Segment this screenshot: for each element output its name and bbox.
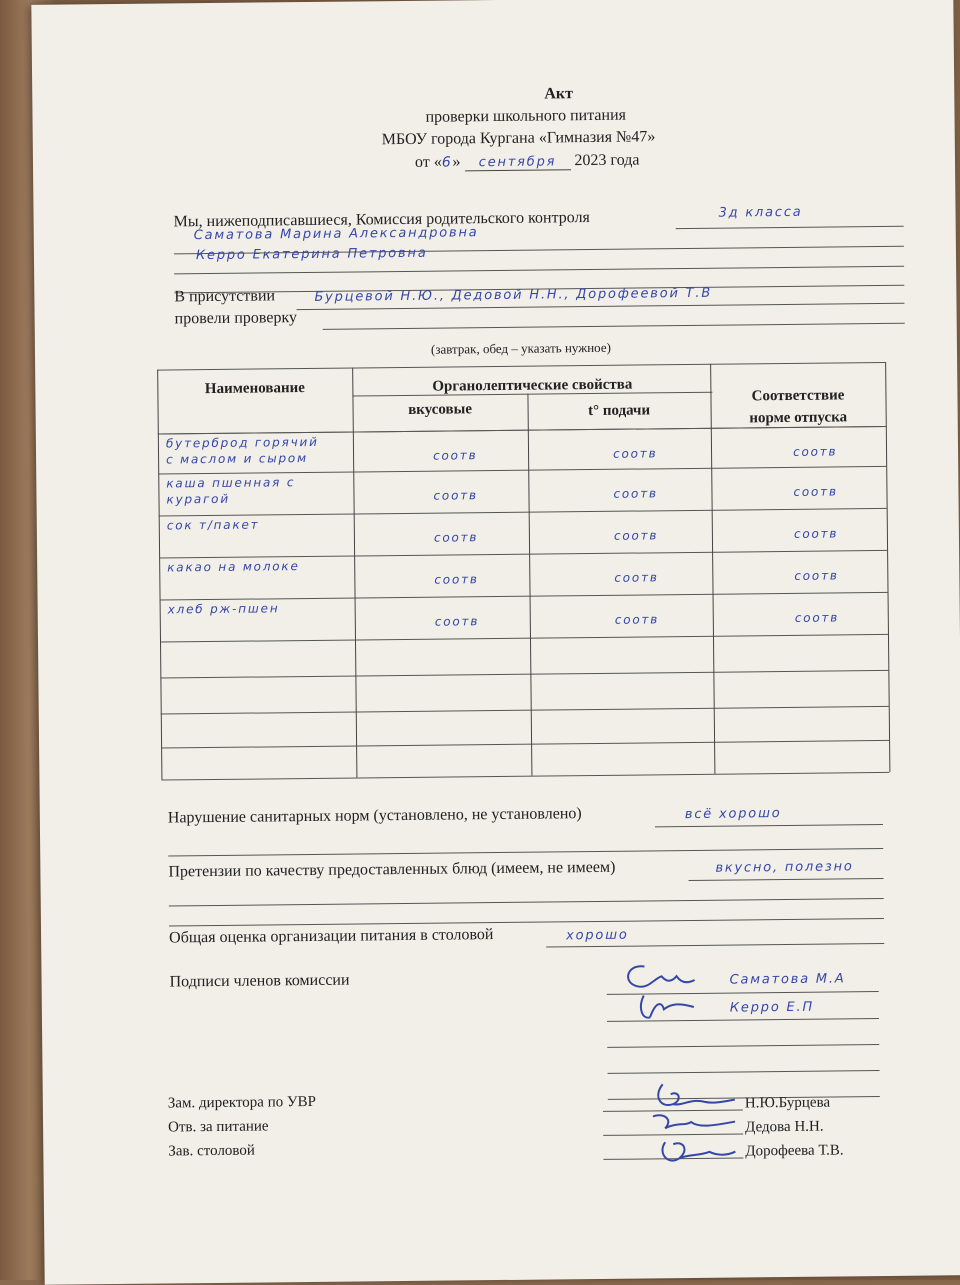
cell-taste: соотв [433, 530, 479, 545]
overall-label: Общая оценка организации питания в столовой [169, 926, 494, 947]
member-name-2: Керро Екатерина Петровна [195, 245, 428, 264]
cell-norm: соотв [794, 610, 840, 625]
violations-underline [655, 824, 883, 827]
inspection-table [157, 362, 889, 780]
dish-name [166, 474, 295, 507]
presence-value: Бурцевой Н.Ю., Дедовой Н.Н., Дорофеевой Т.В [314, 285, 713, 305]
column-name-header: Наименование [204, 380, 305, 398]
violations-value: всё хорошо [684, 806, 782, 823]
grid-hline [159, 550, 887, 559]
violations-label: Нарушение санитарных норм (установлено, не установлено) [167, 805, 582, 827]
claims-underline [689, 878, 884, 881]
date-month: сентября [464, 154, 570, 171]
dish-name [167, 517, 260, 534]
grid-hline [161, 772, 889, 781]
signature-line-4 [608, 1070, 880, 1074]
dish-name-line2: курагой [166, 491, 230, 507]
violations-extra-line [168, 848, 883, 856]
column-norm-header [710, 384, 885, 430]
signature-name-2: Керро Е.П [729, 999, 815, 1016]
cell-taste: соотв [434, 572, 479, 587]
claims-label: Претензии по качеству предоставленных блюд (имеем, не имеем) [168, 858, 616, 881]
column-temp-header: t° подачи [587, 402, 651, 420]
document-title: Акт [544, 85, 574, 103]
date-prefix: от « [414, 153, 442, 171]
grid-hline [158, 426, 886, 435]
claims-extra-line-2 [169, 918, 884, 926]
dish-name [167, 558, 300, 575]
grid-hline [160, 592, 888, 601]
signature-name-1: Саматова М.А [729, 971, 846, 988]
cell-taste: соотв [432, 448, 478, 463]
date-day: 6 [441, 154, 453, 171]
official-name: Н.Ю.Бурцева [744, 1094, 831, 1112]
grid-vline [157, 370, 162, 780]
grid-hline [159, 508, 887, 517]
dish-name-line1: какао на молоке [167, 559, 300, 575]
column-taste-header: вкусовые [408, 401, 473, 418]
dish-name [168, 600, 280, 617]
cell-temp: соотв [613, 528, 659, 543]
signature-line-3 [607, 1044, 879, 1048]
dish-name-line1: сок т/пакет [166, 517, 260, 533]
grid-hline [160, 670, 888, 679]
grid-vline [352, 368, 357, 778]
grid-hline [160, 634, 888, 643]
member-name-1: Саматова Марина Александровна [193, 225, 479, 244]
dish-name-line2: с маслом и сыром [166, 450, 308, 467]
dish-name-line1: каша пшенная с [166, 475, 296, 491]
dish-name [166, 434, 319, 468]
grid-hline [157, 362, 885, 371]
claims-extra-line-1 [169, 898, 884, 906]
grid-hline [161, 706, 889, 715]
document-sheet [31, 0, 960, 1285]
grid-hline [158, 466, 886, 475]
cell-taste: соотв [433, 488, 478, 503]
grid-vline [527, 394, 532, 776]
column-norm-header-line1: Соответствие [751, 387, 845, 405]
check-underline [323, 323, 905, 330]
document-date [415, 152, 640, 172]
date-suffix: 2023 года [574, 151, 640, 170]
class-underline [676, 226, 904, 229]
column-props-header: Органолептические свойства [432, 376, 633, 395]
grid-hline [161, 740, 889, 749]
column-norm-header-line2: норме отпуска [749, 409, 848, 427]
overall-value: хорошо [566, 927, 629, 944]
official-name: Дедова Н.Н. [745, 1118, 824, 1136]
check-label: провели проверку [174, 309, 298, 328]
cell-taste: соотв [434, 614, 480, 629]
cell-temp: соотв [613, 486, 658, 501]
dish-name-line1: хлеб рж-пшен [167, 601, 280, 617]
presence-label: В присутствии [174, 287, 276, 306]
commission-label: Мы, нижеподписавшиеся, Комиссия родительского контроля [173, 209, 590, 231]
cell-norm: соотв [793, 526, 839, 541]
official-role: Зам. директора по УВР [167, 1093, 317, 1112]
meal-hint: (завтрак, обед – указать нужное) [430, 339, 611, 357]
cell-norm: соотв [793, 484, 838, 499]
cell-temp: соотв [614, 570, 659, 585]
grid-vline [885, 362, 890, 772]
document-subtitle: проверки школьного питания [425, 106, 627, 126]
cell-norm: соотв [794, 568, 839, 583]
table-gridlines [157, 362, 885, 370]
member-line-2 [174, 266, 904, 275]
date-mid: » [452, 153, 461, 171]
claims-value: вкусно, полезно [715, 859, 854, 876]
official-role: Зав. столовой [168, 1142, 255, 1160]
cell-norm: соотв [792, 444, 838, 459]
official-role: Отв. за питание [168, 1118, 269, 1136]
overall-underline [546, 943, 884, 948]
official-signatures-scribble [643, 1075, 744, 1171]
signatures-label: Подписи членов комиссии [169, 971, 350, 991]
school-name: МБОУ города Кургана «Гимназия №47» [381, 128, 656, 149]
official-name: Дорофеева Т.В. [745, 1142, 844, 1160]
dish-name-line1: бутерброд горячий [165, 434, 319, 451]
cell-temp: соотв [614, 612, 660, 627]
cell-temp: соотв [612, 446, 658, 461]
class-value: 3д класса [718, 204, 803, 221]
